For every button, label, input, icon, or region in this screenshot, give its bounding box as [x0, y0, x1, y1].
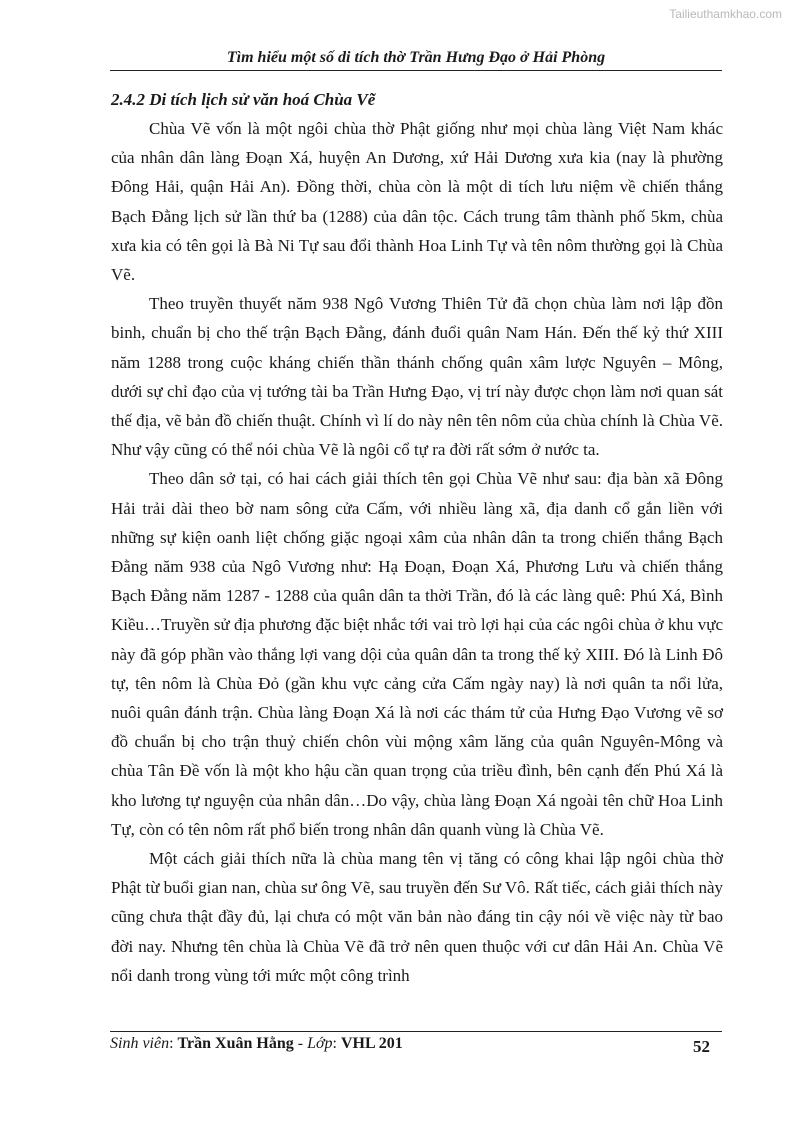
page-number: 52	[693, 1037, 710, 1056]
paragraph-4: Một cách giải thích nữa là chùa mang tên vị tăng có công khai lập ngôi chùa thờ Phật từ buổi gian nan, chùa sư ông Vẽ, sau truyền đến Sư Vô. Rất tiếc, cách giải thích này cũng chưa thật đầy đủ, lại chưa có một văn bản nào đáng tin cậy nói về việc này từ bao đời nay. Nhưng tên chùa là Chùa Vẽ đã trở nên quen thuộc với cư dân Hải An. Chùa Vẽ nổi danh trong vùng tới mức một công trình	[111, 849, 723, 985]
running-header: Tìm hiểu một số di tích thờ Trần Hưng Đạo ở Hải Phòng	[110, 48, 722, 71]
student-label: Sinh viên	[110, 1035, 170, 1052]
paragraph-3: Theo dân sở tại, có hai cách giải thích tên gọi Chùa Vẽ như sau: địa bàn xã Đông Hải trải dài theo bờ nam sông cửa Cấm, với nhiều làng xã, địa danh cổ gắn liền với những sự kiện oanh liệt chống giặc ngoại xâm của nhân dân ta trong chiến thắng Bạch Đằng năm 938 của Ngô Vương như: Hạ Đoạn, Đoạn Xá, Phương Lưu và chiến thắng Bạch Đằng năm 1287 - 1288 của quân dân ta thời Trần, đó là các làng quê: Phú Xá, Bình Kiều…Truyền sử địa phương đặc biệt nhắc tới vai trò lợi hại của các ngôi chùa ở khu vực này đã góp phần vào thắng lợi vang dội của quân dân ta trong thế kỷ XIII. Đó là Linh Đô tự, tên nôm là Chùa Đỏ (gần khu vực cảng cửa Cấm ngày nay) là nơi quân ta nổi lửa, nuôi quân đánh trận. Chùa làng Đoạn Xá là nơi các thám tử của Hưng Đạo Vương vẽ sơ đồ chuẩn bị cho trận thuỷ chiến chôn vùi mộng xâm lăng của quân Nguyên-Mông và chùa Tân Đề vốn là một kho hậu cần quan trọng của triều đình, bên cạnh đến Phú Xá là kho lương tự nguyện của nhân dân…Do vậy, chùa làng Đoạn Xá ngoài tên chữ Hoa Linh Tự, còn có tên nôm rất phổ biến trong nhân dân quanh vùng là Chùa Vẽ.	[111, 469, 723, 839]
class-name: VHL 201	[340, 1035, 403, 1052]
page-footer: Sinh viên: Trần Xuân Hằng - Lớp: VHL 201 52	[110, 1031, 722, 1054]
paragraph-1: Chùa Vẽ vốn là một ngôi chùa thờ Phật giống như mọi chùa làng Việt Nam khác của nhân dân làng Đoạn Xá, huyện An Dương, xứ Hải Dương xưa kia (nay là phường Đông Hải, quận Hải An). Đồng thời, chùa còn là một di tích lưu niệm về chiến thắng Bạch Đằng lịch sử lần thứ ba (1288) của dân tộc. Cách trung tâm thành phố 5km, chùa xưa kia có tên gọi là Bà Ni Tự sau đổi thành Hoa Linh Tự và tên nôm thường gọi là Chùa Vẽ.	[111, 119, 723, 285]
class-label: Lớp	[307, 1035, 333, 1052]
student-name: Trần Xuân Hằng	[177, 1035, 294, 1052]
page-body	[111, 86, 723, 990]
watermark: Tailieuthamkhao.com	[669, 7, 782, 21]
section-title: 2.4.2 Di tích lịch sử văn hoá Chùa Vẽ	[111, 90, 376, 109]
paragraph-2: Theo truyền thuyết năm 938 Ngô Vương Thiên Tử đã chọn chùa làm nơi lập đồn binh, chuẩn bị cho thế trận Bạch Đằng, đánh đuổi quân Nam Hán. Đến thế kỷ thứ XIII năm 1288 trong cuộc kháng chiến thần thánh chống quân xâm lược Nguyên – Mông, dưới sự chỉ đạo của vị tướng tài ba Trần Hưng Đạo, vị trí này được chọn làm nơi quan sát thế địa, vẽ bản đồ chiến thuật. Chính vì lí do này nên tên nôm của chùa chính là Chùa Vẽ. Như vậy cũng có thể nói chùa Vẽ là ngôi cổ tự ra đời rất sớm ở nước ta.	[111, 294, 723, 460]
